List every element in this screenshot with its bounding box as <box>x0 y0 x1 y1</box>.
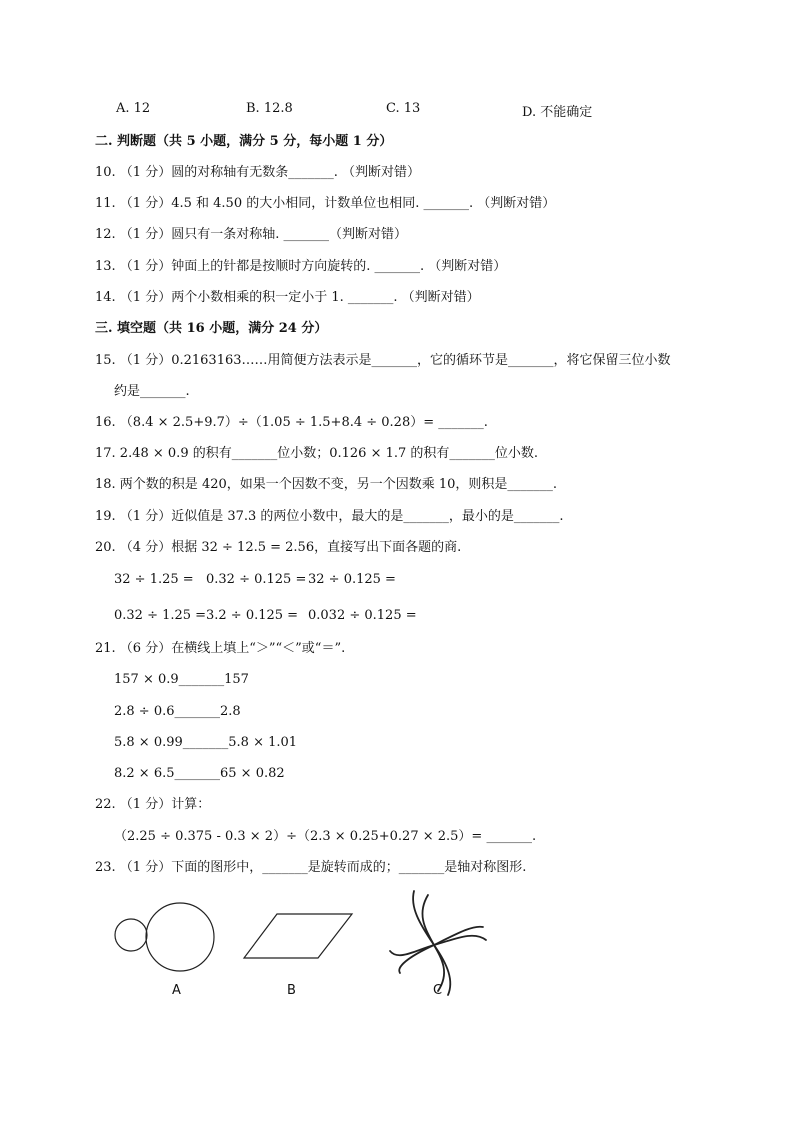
figure-a-large-circle <box>146 903 214 971</box>
question-23: 23. （1 分）下面的图形中，_______是旋转而成的；_______是轴对称图形. <box>95 860 527 875</box>
q20-item-f: 0.032 ÷ 0.125 = <box>308 608 417 623</box>
question-15: 15. （1 分）0.2163163……用简便方法表示是_______，它的循环节是_______，将它保留三位小数 <box>95 353 671 368</box>
figure-c-label: C <box>433 983 443 998</box>
q20-item-c: 32 ÷ 0.125 = <box>308 572 396 587</box>
question-19: 19. （1 分）近似值是 37.3 的两位小数中，最大的是_______，最小的是_______. <box>95 509 564 524</box>
q21-item-c: 5.8 × 0.99_______5.8 × 1.01 <box>114 735 298 750</box>
question-11: 11. （1 分）4.5 和 4.50 的大小相同，计数单位也相同. _______. （判断对错） <box>95 196 556 211</box>
question-14: 14. （1 分）两个小数相乘的积一定小于 1. _______. （判断对错） <box>95 290 480 305</box>
option-b: B. 12.8 <box>246 101 293 116</box>
figure-a-small-circle <box>115 919 147 951</box>
option-d: D. 不能确定 <box>522 105 593 120</box>
q22-expression: （2.25 ÷ 0.375 - 0.3 × 2）÷（2.3 × 0.25+0.27 × 2.5）= _______. <box>114 829 537 844</box>
question-20: 20. （4 分）根据 32 ÷ 12.5 = 2.56，直接写出下面各题的商. <box>95 540 462 555</box>
section-2-title: 二. 判断题（共 5 小题，满分 5 分，每小题 1 分） <box>95 134 393 149</box>
figure-a-label: A <box>172 983 181 998</box>
figure-a-circles <box>115 903 214 971</box>
q20-item-b: 0.32 ÷ 0.125 = <box>206 572 307 587</box>
q23-figures-svg <box>108 885 488 1003</box>
figure-b-parallelogram <box>244 914 352 958</box>
section-3-title: 三. 填空题（共 16 小题，满分 24 分） <box>95 321 328 336</box>
q21-item-a: 157 × 0.9_______157 <box>114 672 249 687</box>
question-21: 21. （6 分）在横线上填上“＞”“＜”或“＝”. <box>95 641 346 656</box>
q20-item-d: 0.32 ÷ 1.25 = <box>114 608 207 623</box>
question-15-continued: 约是_______. <box>114 384 190 399</box>
question-12: 12. （1 分）圆只有一条对称轴. _______（判断对错） <box>95 227 407 242</box>
option-a: A. 12 <box>116 101 151 116</box>
question-22: 22. （1 分）计算： <box>95 797 211 812</box>
question-18: 18. 两个数的积是 420，如果一个因数不变，另一个因数乘 10，则积是_______. <box>95 477 558 492</box>
q23-figures <box>108 885 488 1003</box>
question-13: 13. （1 分）钟面上的针都是按顺时方向旋转的. _______. （判断对错） <box>95 259 507 274</box>
question-16: 16. （8.4 × 2.5+9.7）÷（1.05 ÷ 1.5+8.4 ÷ 0.28）= _______. <box>95 415 488 430</box>
option-c: C. 13 <box>386 101 421 116</box>
q20-item-e: 3.2 ÷ 0.125 = <box>206 608 299 623</box>
question-17: 17. 2.48 × 0.9 的积有_______位小数；0.126 × 1.7 的积有_______位小数. <box>95 446 539 461</box>
q20-item-a: 32 ÷ 1.25 = <box>114 572 194 587</box>
figure-b-label: B <box>287 983 296 998</box>
q21-item-b: 2.8 ÷ 0.6_______2.8 <box>114 704 241 719</box>
q21-item-d: 8.2 × 6.5_______65 × 0.82 <box>114 766 285 781</box>
question-10: 10. （1 分）圆的对称轴有无数条_______. （判断对错） <box>95 165 420 180</box>
figure-c-pinwheel <box>390 891 486 995</box>
